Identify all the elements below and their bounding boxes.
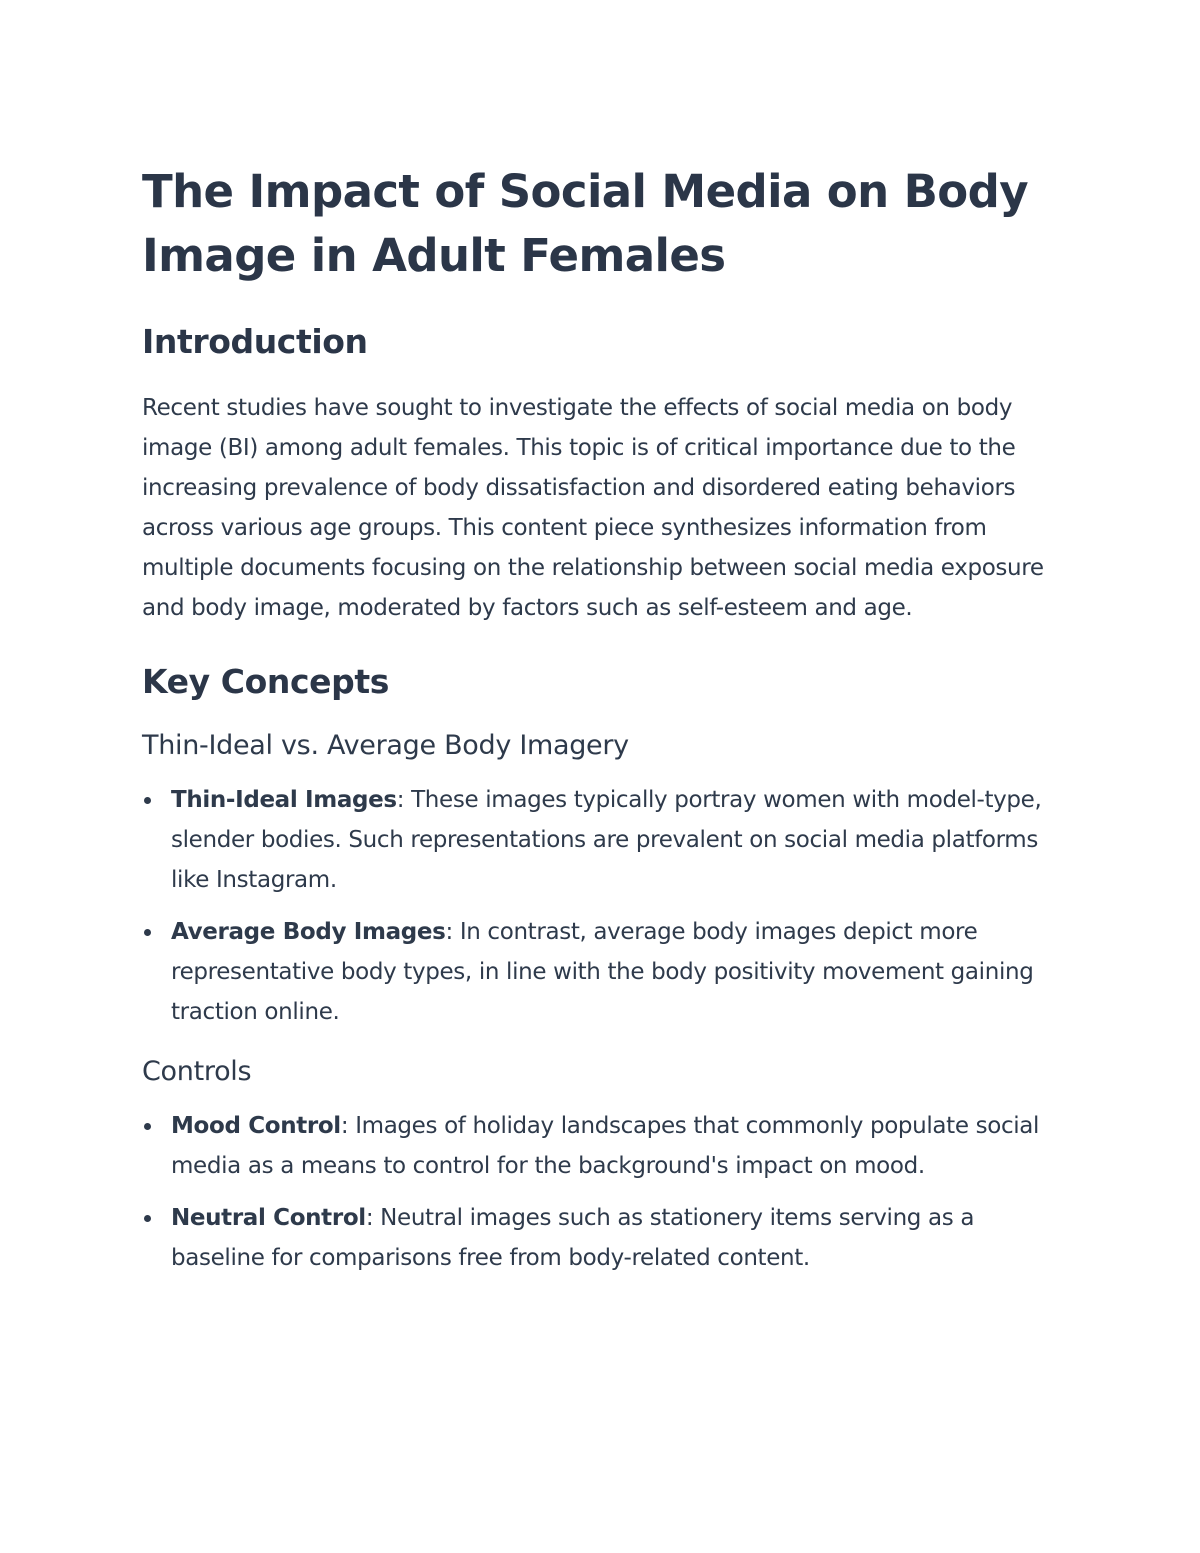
list-item-term: Thin-Ideal Images — [171, 787, 397, 813]
imagery-subheading: Thin-Ideal vs. Average Body Imagery — [142, 730, 629, 761]
list-item-thin-ideal — [142, 780, 1062, 900]
list-item-average-body — [142, 912, 1062, 1032]
introduction-heading: Introduction — [142, 322, 368, 361]
controls-list — [142, 1106, 1062, 1278]
list-item-text: : Images of holiday landscapes that commonly populate social media as a means to control for the background's impact on mood. — [171, 1113, 1040, 1179]
list-item-term: Mood Control — [171, 1113, 341, 1139]
list-item-neutral-control — [142, 1198, 1062, 1278]
document-title: The Impact of Social Media on Body Image in Adult Females — [142, 165, 1028, 282]
imagery-list — [142, 780, 1062, 1032]
controls-subheading: Controls — [142, 1056, 252, 1087]
list-item-text: : Neutral images such as stationery items serving as a baseline for comparisons free from body-related content. — [171, 1205, 975, 1271]
list-item-term: Neutral Control — [171, 1205, 366, 1231]
list-item-text: : These images typically portray women with model-type, slender bodies. Such representations are prevalent on social media platforms like Instagram. — [171, 787, 1042, 893]
list-item-mood-control — [142, 1106, 1062, 1186]
document-page — [142, 160, 1062, 1290]
key-concepts-heading: Key Concepts — [142, 662, 389, 701]
list-item-text: : In contrast, average body images depict more representative body types, in line with the body positivity movement gaining traction online. — [171, 919, 1034, 1025]
list-item-term: Average Body Images — [171, 919, 446, 945]
introduction-paragraph: Recent studies have sought to investigate the effects of social media on body image (BI) among adult females. This topic is of critical importance due to the increasing prevalence of body dissatisfaction and disordered eating behaviors across various age groups. This content piece synthesizes information from multiple documents focusing on the relationship between social media exposure and body image, moderated by factors such as self-esteem and age. — [142, 395, 1044, 621]
